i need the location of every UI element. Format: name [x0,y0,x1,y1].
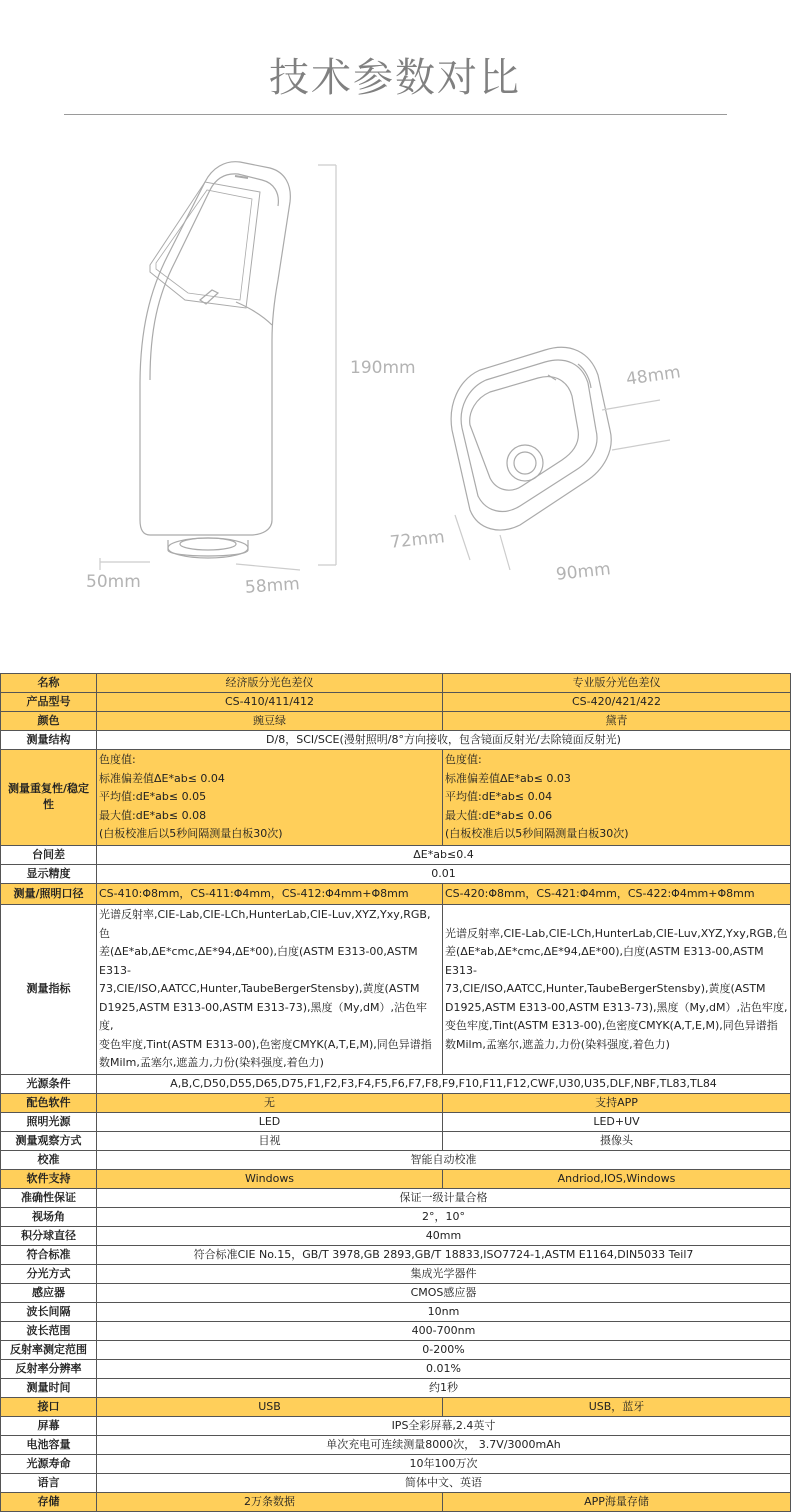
cell-economy: 色度值: 标准偏差值ΔE*ab≤ 0.04 平均值:dE*ab≤ 0.05 最大值:dE*ab≤ 0.08 (白板校准后以5秒间隔测量白板30次) [97,750,443,846]
table-row [1,1321,791,1340]
table-row [1,712,791,731]
row-label: 接口 [1,1397,97,1416]
table-row [1,1207,791,1226]
device-body-outline [140,162,290,535]
cell-economy: 目视 [97,1131,443,1150]
cell-economy: USB [97,1397,443,1416]
row-label: 测量时间 [1,1378,97,1397]
table-row [1,1302,791,1321]
row-label: 名称 [1,674,97,693]
cell-professional: USB，蓝牙 [443,1397,791,1416]
cell-professional: 光谱反射率,CIE-Lab,CIE-LCh,HunterLab,CIE-Luv,XYZ,Yxy,RGB,色 差(ΔE*ab,ΔE*cmc,ΔE*94,ΔE*00),白度(ASTM E313-00,ASTM E313- 73,CIE/ISO,AATCC,Hunter,TaubeBergerStensby),黄度(ASTM D1925,ASTM E313-00,ASTM E313-73),黑度（My,dM）,沾色牢度, 变色牢度,Tint(ASTM E313-00),色密度CMYK(A,T,E,M),同色异谱指 数Milm,孟塞尔,遮盖力,力份(染料强度,着色力) [443,905,791,1075]
row-label: 存储 [1,1492,97,1511]
table-row [1,1492,791,1511]
table-row [1,1112,791,1131]
cell-shared: IPS全彩屏幕,2.4英寸 [97,1416,791,1435]
table-row [1,674,791,693]
cell-professional: CS-420:Φ8mm，CS-421:Φ4mm，CS-422:Φ4mm+Φ8mm [443,883,791,905]
row-label: 校准 [1,1150,97,1169]
row-label: 颜色 [1,712,97,731]
row-label: 波长间隔 [1,1302,97,1321]
table-row [1,1435,791,1454]
cell-professional: CS-420/421/422 [443,693,791,712]
cell-professional: APP海量存储 [443,1492,791,1511]
table-row [1,1226,791,1245]
cell-economy: Windows [97,1169,443,1188]
measuring-aperture [507,445,543,481]
cell-shared: 保证一级计量合格 [97,1188,791,1207]
table-row [1,1264,791,1283]
table-row [1,864,791,883]
height-dimension-line [318,165,336,565]
cell-shared: 符合标准CIE No.15，GB/T 3978,GB 2893,GB/T 18833,ISO7724-1,ASTM E1164,DIN5033 Teil7 [97,1245,791,1264]
cell-professional: 色度值: 标准偏差值ΔE*ab≤ 0.03 平均值:dE*ab≤ 0.04 最大值:dE*ab≤ 0.06 (白板校准后以5秒间隔测量白板30次) [443,750,791,846]
cell-shared: 集成光学器件 [97,1264,791,1283]
row-label: 符合标准 [1,1245,97,1264]
cell-economy: 无 [97,1093,443,1112]
cell-shared: 400-700nm [97,1321,791,1340]
row-label: 反射率分辨率 [1,1359,97,1378]
spec-comparison-table [0,673,791,1512]
table-row [1,1416,791,1435]
row-label: 光源条件 [1,1074,97,1093]
row-label: 测量指标 [1,905,97,1075]
cell-shared: ΔE*ab≤0.4 [97,845,791,864]
row-label: 测量重复性/稳定性 [1,750,97,846]
cell-economy: 豌豆绿 [97,712,443,731]
row-label: 分光方式 [1,1264,97,1283]
row-label: 测量观察方式 [1,1131,97,1150]
row-label: 反射率测定范围 [1,1340,97,1359]
table-row [1,1245,791,1264]
page-title: 技术参数对比 [269,55,521,101]
product-illustration [0,130,790,650]
cell-shared: 单次充电可连续测量8000次， 3.7V/3000mAh [97,1435,791,1454]
cell-economy: LED [97,1112,443,1131]
table-row [1,1283,791,1302]
table-row [1,1131,791,1150]
table-row [1,1188,791,1207]
row-label: 屏幕 [1,1416,97,1435]
cell-professional: 黛青 [443,712,791,731]
row-label: 产品型号 [1,693,97,712]
cell-shared: 0-200% [97,1340,791,1359]
cell-shared: A,B,C,D50,D55,D65,D75,F1,F2,F3,F4,F5,F6,F7,F8,F9,F10,F11,F12,CWF,U30,U35,DLF,NBF,TL83,TL84 [97,1074,791,1093]
cell-economy: 光谱反射率,CIE-Lab,CIE-LCh,HunterLab,CIE-Luv,XYZ,Yxy,RGB,色 差(ΔE*ab,ΔE*cmc,ΔE*94,ΔE*00),白度(ASTM E313-00,ASTM E313- 73,CIE/ISO,AATCC,Hunter,TaubeBergerStensby),黄度(ASTM D1925,ASTM E313-00,ASTM E313-73),黑度（My,dM）,沾色牢度, 变色牢度,Tint(ASTM E313-00),色密度CMYK(A,T,E,M),同色异谱指 数Milm,孟塞尔,遮盖力,力份(染料强度,着色力) [97,905,443,1075]
table-row [1,1150,791,1169]
cell-professional: 摄像头 [443,1131,791,1150]
cell-shared: 2°，10° [97,1207,791,1226]
table-row [1,1454,791,1473]
row-label: 测量结构 [1,731,97,750]
cell-shared: 40mm [97,1226,791,1245]
table-row [1,845,791,864]
dimension-head-width-label: 48mm [624,362,682,390]
table-row [1,693,791,712]
cell-professional: 支持APP [443,1093,791,1112]
row-label: 积分球直径 [1,1226,97,1245]
table-row [1,883,791,905]
row-label: 台间差 [1,845,97,864]
cell-economy: CS-410/411/412 [97,693,443,712]
cell-economy: 2万条数据 [97,1492,443,1511]
cell-professional: Andriod,IOS,Windows [443,1169,791,1188]
table-row [1,1340,791,1359]
table-row [1,1093,791,1112]
cell-shared: 0.01 [97,864,791,883]
table-row [1,1473,791,1492]
row-label: 准确性保证 [1,1188,97,1207]
table-row [1,731,791,750]
cell-shared: 10nm [97,1302,791,1321]
row-label: 电池容量 [1,1435,97,1454]
row-label: 配色软件 [1,1093,97,1112]
table-row [1,1074,791,1093]
row-label: 光源寿命 [1,1454,97,1473]
dimension-head-depth-label: 72mm [389,527,446,553]
cell-professional: LED+UV [443,1112,791,1131]
row-label: 语言 [1,1473,97,1492]
cell-economy: CS-410:Φ8mm，CS-411:Φ4mm，CS-412:Φ4mm+Φ8mm [97,883,443,905]
table-row [1,1397,791,1416]
cell-shared: D/8，SCI/SCE(漫射照明/8°方向接收，包含镜面反射光/去除镜面反射光) [97,731,791,750]
row-label: 显示精度 [1,864,97,883]
row-label: 视场角 [1,1207,97,1226]
cell-professional: 专业版分光色差仪 [443,674,791,693]
cell-shared: 10年100万次 [97,1454,791,1473]
table-row [1,905,791,1075]
row-label: 波长范围 [1,1321,97,1340]
row-label: 照明光源 [1,1112,97,1131]
table-row [1,1378,791,1397]
cell-shared: 0.01% [97,1359,791,1378]
row-label: 软件支持 [1,1169,97,1188]
dimension-head-length-label: 90mm [555,559,612,585]
title-divider [64,114,727,115]
table-row [1,1359,791,1378]
cell-shared: 简体中文、英语 [97,1473,791,1492]
cell-shared: 约1秒 [97,1378,791,1397]
table-row [1,750,791,846]
cell-economy: 经济版分光色差仪 [97,674,443,693]
table-row [1,1169,791,1188]
row-label: 测量/照明口径 [1,883,97,905]
dimension-width-label: 50mm [86,572,141,592]
cell-shared: CMOS感应器 [97,1283,791,1302]
cell-shared: 智能自动校准 [97,1150,791,1169]
dimension-height-label: 190mm [350,358,416,378]
row-label: 感应器 [1,1283,97,1302]
dimension-depth-label: 58mm [244,574,301,598]
